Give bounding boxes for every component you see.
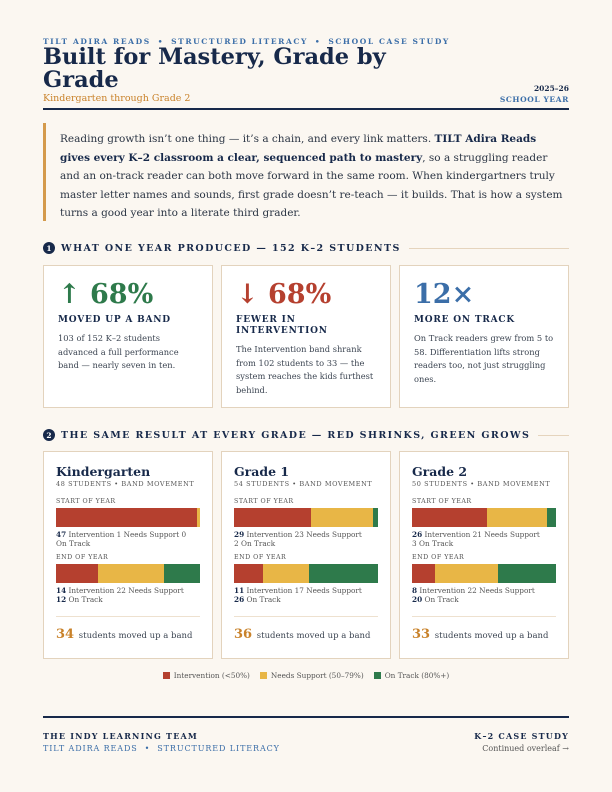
start-counts [412, 531, 556, 548]
bar-segment-intervention [56, 564, 98, 583]
kicker-separator: • [314, 37, 322, 46]
bar-segment-intervention [412, 564, 435, 583]
count-text: Intervention 1 Needs Support 0 [66, 530, 187, 539]
moved-count: 36 [234, 627, 253, 642]
page-title: Built for Mastery, Grade by Grade [43, 44, 386, 93]
school-year [500, 83, 569, 105]
count-text: 3 On Track [412, 538, 454, 548]
count-intervention: 26 [412, 530, 423, 539]
count-text: Intervention 17 Needs Support [244, 586, 362, 595]
section-rule [538, 435, 569, 436]
legend-swatch [374, 672, 381, 679]
moved-count: 34 [56, 627, 75, 642]
case-study-page [43, 0, 569, 792]
bar-segment-intervention [412, 508, 487, 527]
footer-program-name: TILT ADIRA READS [43, 744, 138, 753]
header-rule [43, 108, 569, 110]
section-number: 2 [43, 429, 55, 441]
stat-value: ↑ 68% [58, 279, 154, 310]
footer-program [43, 744, 280, 753]
count-text: On Track [56, 538, 91, 548]
page-subtitle: Kindergarten through Grade 2 [43, 93, 191, 104]
moved-text: students moved up a band [256, 631, 371, 641]
start-of-year-label: START OF YEAR [234, 498, 294, 505]
moved-summary [56, 627, 200, 642]
count-on-track: 12 [56, 594, 67, 604]
count-text: Intervention 23 Needs Support [244, 530, 362, 539]
section-number: 1 [43, 242, 55, 254]
start-counts [56, 531, 200, 548]
start-counts [234, 531, 378, 548]
footer-separator: • [144, 744, 151, 753]
section-2-heading [43, 428, 569, 442]
stat-card-more-on-track [399, 265, 569, 408]
count-on-track: 26 [234, 594, 245, 604]
end-of-year-label: END OF YEAR [412, 554, 465, 561]
legend-item-needs-support [260, 671, 364, 680]
count-text: On Track [422, 594, 459, 604]
count-text: On Track [244, 594, 281, 604]
stat-card-moved-up [43, 265, 213, 408]
bar-segment-on-track [547, 508, 556, 527]
footer-continued: Continued overleaf → [482, 744, 569, 753]
legend-label: Needs Support (50–79%) [270, 671, 364, 680]
grade-subtitle: 54 STUDENTS • BAND MOVEMENT [234, 480, 373, 488]
kicker-item: TILT ADIRA READS [43, 37, 151, 46]
legend-label: On Track (80%+) [384, 671, 450, 680]
moved-count: 33 [412, 627, 431, 642]
section-rule [409, 248, 569, 249]
bar-segment-needs-support [197, 508, 200, 527]
grade-card-grade-2 [399, 451, 569, 659]
end-of-year-label: END OF YEAR [56, 554, 109, 561]
end-bar [412, 564, 556, 583]
footer-doc-type: K–2 CASE STUDY [474, 731, 569, 741]
legend-item-on-track [374, 671, 450, 680]
kicker-item: STRUCTURED LITERACY [171, 37, 308, 46]
stat-value: ↓ 68% [236, 279, 332, 310]
footer-rule [43, 716, 569, 718]
intro-callout [43, 123, 569, 221]
card-divider [234, 616, 378, 617]
bar-segment-on-track [309, 564, 378, 583]
grade-card-grade-1 [221, 451, 391, 659]
school-year-label: SCHOOL YEAR [499, 95, 569, 104]
stat-label: FEWER IN INTERVENTION [236, 315, 328, 336]
bar-segment-on-track [373, 508, 378, 527]
footer-team: THE INDY LEARNING TEAM [43, 731, 198, 741]
grade-subtitle: 50 STUDENTS • BAND MOVEMENT [412, 480, 551, 488]
bar-segment-on-track [498, 564, 556, 583]
stat-card-fewer-intervention [221, 265, 391, 408]
legend-swatch [260, 672, 267, 679]
stat-description: On Track readers grew from 5 to 58. Differentiation lifts strong readers too, not just struggling ones. [414, 333, 554, 384]
count-intervention: 11 [234, 586, 245, 595]
end-counts [412, 587, 556, 604]
count-intervention: 14 [56, 586, 67, 595]
count-text: 2 On Track [234, 538, 276, 548]
stat-description: The Intervention band shrank from 102 students to 33 — the system reaches the kids furthest behind. [236, 344, 374, 395]
legend-item-intervention [163, 671, 250, 680]
school-year-value: 2025–26 [533, 84, 569, 93]
start-bar [56, 508, 200, 527]
moved-text: students moved up a band [434, 631, 549, 641]
intro-text-end: , so a struggling reader and an on-track reader can both move forward in the same room. When kindergartners truly master letter names and sounds, first grade doesn’t re-teach — it builds. That is how a system turns a good year into a literate third grader. [60, 151, 563, 219]
intro-emphasis: TILT Adira Reads gives every K–2 classroom a clear, sequenced path to mastery [60, 133, 537, 164]
stat-label: MORE ON TRACK [414, 315, 516, 325]
bar-segment-intervention [234, 564, 263, 583]
grade-subtitle: 48 STUDENTS • BAND MOVEMENT [56, 480, 195, 488]
card-divider [412, 616, 556, 617]
stat-value: 12× [414, 279, 475, 310]
count-intervention: 29 [234, 530, 245, 539]
moved-summary [412, 627, 556, 642]
end-bar [234, 564, 378, 583]
count-intervention: 8 [412, 586, 418, 595]
legend-label: Intervention (<50%) [173, 671, 250, 680]
kicker-item: SCHOOL CASE STUDY [328, 37, 450, 46]
section-title: THE SAME RESULT AT EVERY GRADE — RED SHRINKS, GREEN GROWS [61, 429, 531, 441]
bar-segment-intervention [234, 508, 311, 527]
grade-card-kindergarten [43, 451, 213, 659]
grade-name: Kindergarten [56, 464, 151, 479]
section-title: WHAT ONE YEAR PRODUCED — 152 K–2 STUDENTS [61, 242, 401, 254]
start-of-year-label: START OF YEAR [412, 498, 472, 505]
card-divider [56, 616, 200, 617]
bar-segment-intervention [56, 508, 197, 527]
stat-description: 103 of 152 K–2 students advanced a full performance band — nearly seven in ten. [58, 333, 179, 370]
section-1-heading [43, 241, 569, 255]
end-of-year-label: END OF YEAR [234, 554, 287, 561]
bar-segment-needs-support [487, 508, 547, 527]
kicker-separator: • [157, 37, 165, 46]
bar-segment-needs-support [435, 564, 498, 583]
count-text: On Track [66, 594, 103, 604]
end-bar [56, 564, 200, 583]
start-bar [234, 508, 378, 527]
count-intervention: 47 [56, 530, 67, 539]
moved-text: students moved up a band [78, 631, 193, 641]
moved-summary [234, 627, 378, 642]
bar-segment-on-track [164, 564, 200, 583]
end-counts [234, 587, 378, 604]
band-legend [43, 671, 569, 680]
footer-program-type: STRUCTURED LITERACY [157, 744, 280, 753]
count-text: Intervention 21 Needs Support [422, 530, 540, 539]
grade-name: Grade 1 [234, 464, 290, 479]
legend-swatch [163, 672, 170, 679]
end-counts [56, 587, 200, 604]
grade-name: Grade 2 [412, 464, 468, 479]
bar-segment-needs-support [311, 508, 372, 527]
stat-label: MOVED UP A BAND [58, 315, 171, 325]
count-text: Intervention 22 Needs Support [66, 586, 184, 595]
intro-text: Reading growth isn’t one thing — it’s a chain, and every link matters. [60, 133, 435, 145]
count-on-track: 20 [412, 594, 423, 604]
bar-segment-needs-support [263, 564, 308, 583]
count-text: Intervention 22 Needs Support [417, 586, 535, 595]
start-bar [412, 508, 556, 527]
bar-segment-needs-support [98, 564, 164, 583]
start-of-year-label: START OF YEAR [56, 498, 116, 505]
